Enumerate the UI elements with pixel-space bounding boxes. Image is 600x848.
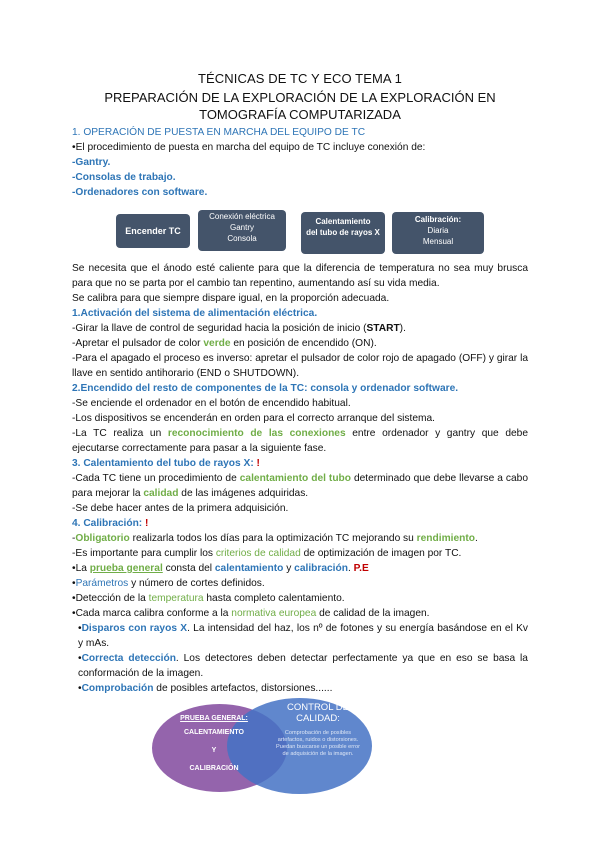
text-run-temperatura: temperatura [148, 593, 204, 604]
text-run-calidad: calidad [143, 488, 179, 499]
subsection-1-line2 [72, 336, 528, 351]
venn-right-body: Comprobación de posibles artefactos, ruidos o distorsiones. Puedan buscarse un posible error de adquisición de la imagen. [276, 730, 360, 757]
subsection-4-line2 [72, 546, 528, 561]
flow-box-calibracion [392, 212, 484, 254]
text-run: determinado que debe llevarse a cabo para mejorar la [72, 473, 528, 499]
subsection-2-heading: 2.Encendido del resto de componentes de la TC: consola y ordenador software. [72, 383, 459, 394]
list-item-gantry: -Gantry. [72, 157, 111, 168]
text-run: y [283, 563, 295, 574]
list-item-consolas: -Consolas de trabajo. [72, 172, 176, 183]
text-run-calibracion: calibración [294, 563, 348, 574]
document-page [72, 70, 528, 794]
text-run-normativa: normativa europea [231, 608, 317, 619]
venn-left-l2: Y [211, 747, 217, 754]
process-flow [72, 206, 528, 256]
venn-right-title1: CONTROL DE [287, 702, 349, 713]
section-1-intro: •El procedimiento de puesta en marcha del equipo de TC incluye conexión de: [72, 142, 426, 153]
text-run: • [72, 578, 76, 589]
text-run-obligatorio: Obligatorio [75, 533, 130, 544]
text-run: 3. Calentamiento del tubo de rayos X: [72, 458, 257, 469]
subsection-4-line4 [72, 576, 528, 591]
subsection-1-heading: 1.Activación del sistema de alimentación eléctrica. [72, 308, 318, 319]
text-run-comprobacion: Comprobación [81, 683, 154, 694]
flow-box-conexion-l2: Gantry [229, 223, 254, 232]
text-run: de calidad de la imagen. [316, 608, 430, 619]
text-run-parametros: Parámetros [75, 578, 129, 589]
venn-right-title2: CALIDAD: [296, 713, 340, 724]
text-run-verde: verde [203, 338, 231, 349]
venn-left-l1: CALENTAMIENTO [183, 729, 245, 736]
text-run-prueba-general: prueba general [89, 563, 163, 574]
subsection-4-line1 [72, 531, 528, 546]
flow-box-conexion-l1: Conexión eléctrica [209, 212, 275, 221]
text-run: -Cada TC tiene un procedimiento de [72, 473, 240, 484]
text-run: de las imágenes adquiridas. [178, 488, 309, 499]
text-run-rendimiento: rendimiento [416, 533, 475, 544]
venn-left-title: PRUEBA GENERAL: [180, 715, 248, 722]
venn-left-l3: CALIBRACIÓN [189, 765, 239, 772]
flow-box-conexion-l3: Consola [227, 234, 257, 243]
text-run: entre ordenador y gantry que debe ejecutarse correctamente para pasar a la siguiente fase. [72, 428, 528, 454]
doc-subtitle-line1: PREPARACIÓN DE LA EXPLORACIÓN DE LA EXPLORACIÓN EN [104, 90, 496, 105]
text-run-reconocimiento: reconocimiento de las conexiones [167, 428, 346, 439]
text-run: - [72, 533, 76, 544]
subsection-4-line6 [72, 606, 528, 621]
subsection-2-line1: -Se enciende el ordenador en el botón de encendido habitual. [72, 398, 351, 409]
doc-subtitle-line2: TOMOGRAFÍA COMPUTARIZADA [199, 107, 401, 122]
text-run: -Girar la llave de control de seguridad hacia la posición de inicio ( [72, 323, 367, 334]
flow-box-encender-label: Encender TC [125, 226, 181, 236]
subsection-4-line8 [72, 651, 528, 681]
flow-box-calibracion-l1: Calibración: [414, 215, 462, 224]
flow-box-calentamiento-l1: Calentamiento [315, 217, 371, 226]
venn-right-text [268, 702, 368, 758]
subsection-4-line5 [72, 591, 528, 606]
subsection-4-heading [72, 516, 528, 531]
text-run: • [78, 653, 82, 664]
subsection-1-line1 [72, 321, 528, 336]
flow-box-calibracion-l3: Mensual [422, 237, 454, 246]
flow-box-encender [116, 214, 190, 248]
text-run-pe: P.E [353, 563, 369, 574]
subsection-4-line7 [72, 621, 528, 651]
list-item-ordenadores: -Ordenadores con software. [72, 187, 208, 198]
text-run-disparos: Disparos con rayos X [81, 623, 188, 634]
paragraph-anodo: Se necesita que el ánodo esté caliente para que la diferencia de temperatura no sea muy brusca para que no se parta por el cambio tan repentino, aumentando así su vida media. [72, 263, 528, 289]
exclamation-mark: ! [256, 458, 260, 469]
subsection-4-line3 [72, 561, 528, 576]
subsection-1-line3: -Para el apagado el proceso es inverso: apretar el pulsador de color rojo de apagado (OFF) y girar la llave en sentido antihorario (END o SHUTDOWN). [72, 353, 528, 379]
text-run: -Apretar el pulsador de color [72, 338, 204, 349]
exclamation-mark: ! [145, 518, 149, 529]
text-run: •La [72, 563, 90, 574]
flow-box-calentamiento-l2: del tubo de rayos X [306, 228, 380, 237]
text-run: de optimización de imagen por TC. [300, 548, 462, 559]
text-run-start: START [366, 323, 400, 334]
text-run: consta del [162, 563, 215, 574]
text-run: en posición de encendido (ON). [230, 338, 377, 349]
text-run: •Cada marca calibra conforme a la [72, 608, 232, 619]
subsection-4-line9 [72, 681, 528, 696]
section-1-heading: 1. OPERACIÓN DE PUESTA EN MARCHA DEL EQUIPO DE TC [72, 127, 366, 138]
flow-box-calibracion-l2: Diaria [427, 226, 449, 235]
subsection-3-line1 [72, 471, 528, 501]
text-run: -La TC realiza un [72, 428, 168, 439]
text-run: realizarla todos los días para la optimización TC mejorando su [129, 533, 417, 544]
text-run: •Detección de la [72, 593, 149, 604]
flow-box-calentamiento [301, 212, 385, 254]
text-run: -Es importante para cumplir los [72, 548, 216, 559]
text-run-calentamiento: calentamiento del tubo [239, 473, 351, 484]
text-run: . Los detectores deben detectar perfectamente ya que en eso se basa la conformación de la imagen. [78, 653, 528, 679]
text-run: • [78, 623, 82, 634]
venn-left-text [164, 714, 264, 774]
text-run: . La intensidad del haz, los nº de fotones y su energía basándose en el Kv y mAs. [78, 623, 528, 649]
subsection-2-line2: -Los dispositivos se encenderán en orden para el correcto arranque del sistema. [72, 413, 435, 424]
subsection-2-line3 [72, 426, 528, 456]
text-run: . [474, 533, 478, 544]
flow-box-conexion [198, 210, 286, 251]
subsection-3-heading [72, 456, 528, 471]
text-run: • [78, 683, 82, 694]
text-run: y número de cortes definidos. [128, 578, 265, 589]
text-run-criterios: criterios de calidad [215, 548, 301, 559]
venn-diagram [72, 704, 528, 794]
text-run: de posibles artefactos, distorsiones...... [153, 683, 333, 694]
subsection-3-line2: -Se debe hacer antes de la primera adquisición. [72, 503, 289, 514]
doc-title: TÉCNICAS DE TC Y ECO TEMA 1 [197, 71, 403, 86]
text-run: ). [399, 323, 406, 334]
text-run: 4. Calibración: [72, 518, 146, 529]
text-run-correcta-deteccion: Correcta detección [81, 653, 176, 664]
text-run: . [347, 563, 354, 574]
text-run: hasta completo calentamiento. [203, 593, 345, 604]
text-run-calentamiento: calentamiento [214, 563, 284, 574]
paragraph-calibra: Se calibra para que siempre dispare igual, en la proporción adecuada. [72, 293, 390, 304]
